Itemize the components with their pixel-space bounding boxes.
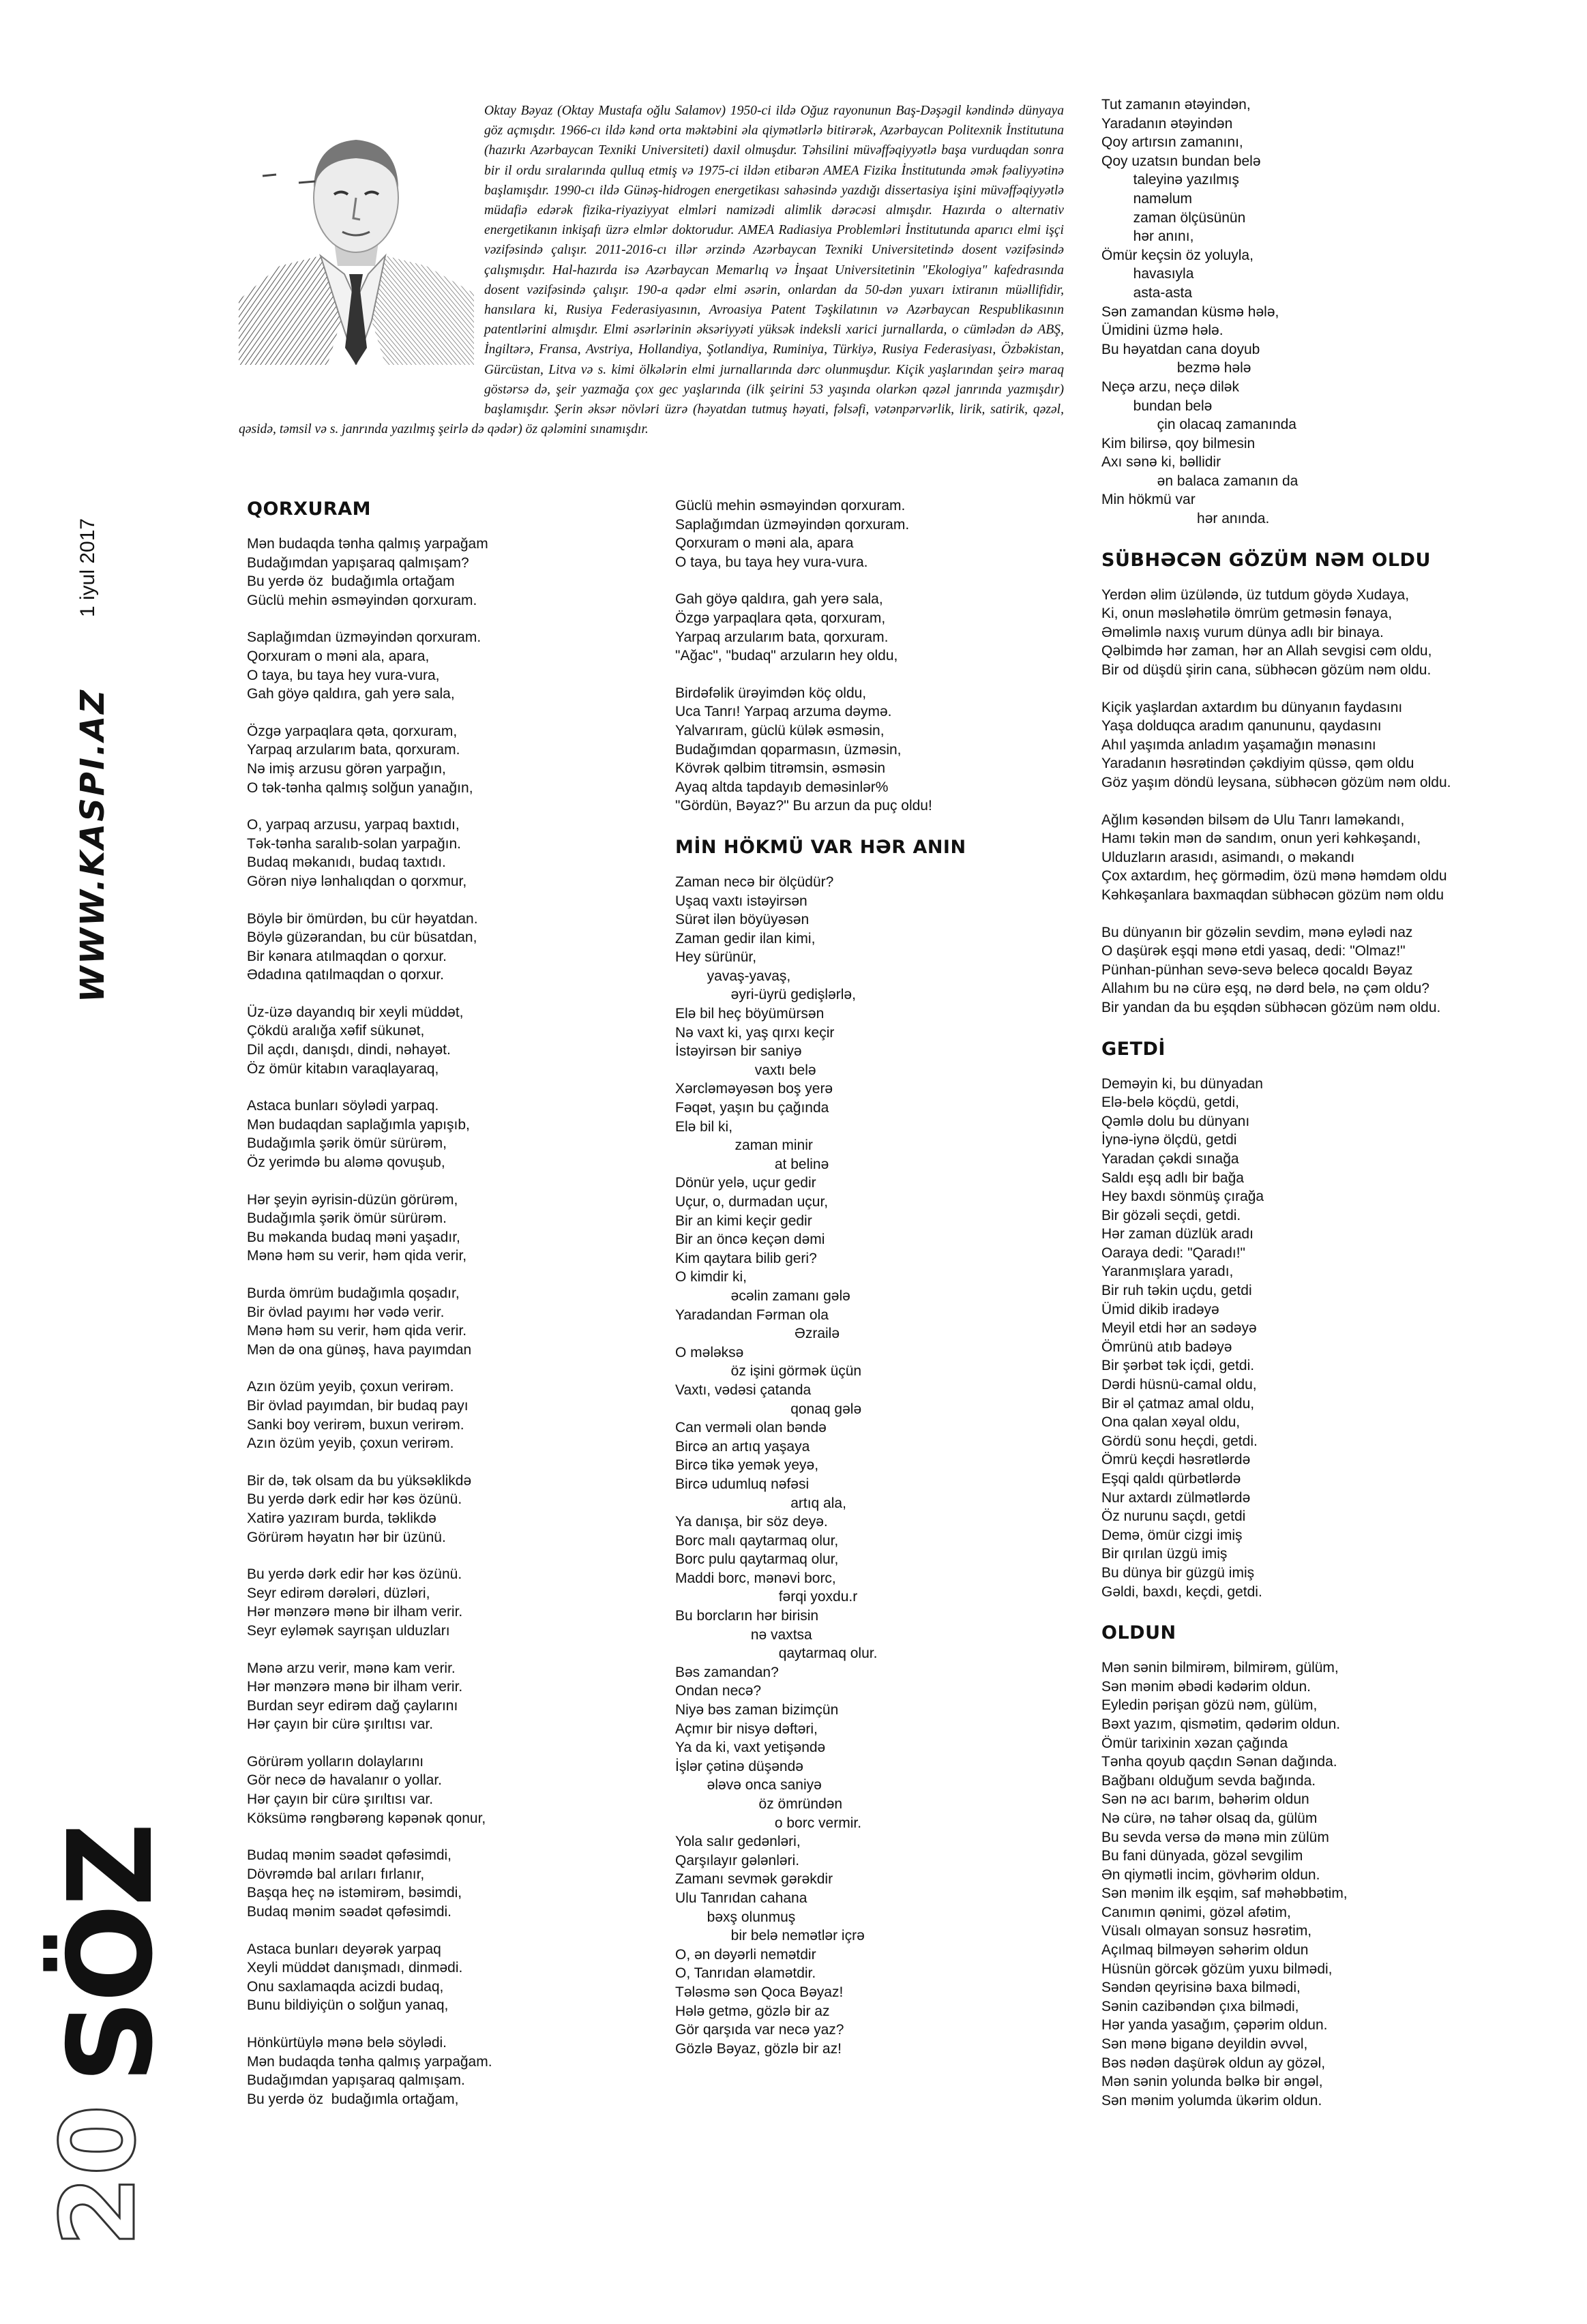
poem-stanza [247,2034,717,2109]
poem-line: bir belə nemətlər içrə [675,1928,865,1944]
poem-line: Gah göyə qaldıra, gah yerə sala, [675,591,883,608]
poem-line: Ayaq altda tapdayıb deməsinlər% [675,779,889,795]
poem-line: Sən nə acı barım, bəhərim oldun [1101,1791,1309,1808]
poem-stanza [247,1565,717,1640]
poem-line: İstəyirsən bir saniyə [675,1043,802,1060]
poem-stanza [247,535,717,610]
poem-line: Bəs nədən daşürək oldun ay gözəl, [1101,2055,1326,2071]
poem-line: Güclü mehin əsməyindən qorxuram. [247,592,477,608]
poem-line: Ədadına qatılmaqdan o qorxur. [247,967,444,983]
poem-line: Hər yanda yasağım, çəpərim oldun. [1101,2017,1328,2034]
poem-column-middle [675,496,1146,2076]
poem-line: Gör necə də havalanır o yollar. [247,1772,443,1789]
poem-line: Tənha qoyub qaçdın Sənan dağında. [1101,1754,1337,1770]
poem-line: Yalvarıram, güclü külək əsməsin, [675,722,885,739]
poem-line: Yaranmışlara yaradı, [1101,1264,1234,1280]
poem-line: Dil açdı, danışdı, dindi, nəhayət. [247,1042,451,1058]
poem-line: Çökdü aralığa xəfif sükunət, [247,1023,425,1039]
poem-line: Seyr edirəm dərələri, düzləri, [247,1585,430,1601]
poem-stanza [247,1846,717,1921]
poem-title: SÜBHƏCƏN GÖZÜM NƏM OLDU [1101,549,1431,571]
poem-line: Kövrək qəlbim titrəmsin, əsməsin [675,760,886,777]
poem-line: Mən budaqda tənha qalmış yarpağam [247,536,488,552]
poem-line: hər anında. [1101,511,1270,527]
poem-line: Görən niyə lənhalıqdan o qorxmur, [247,873,467,889]
poem-line: Oaraya dedi: "Qaradı!" [1101,1245,1246,1261]
poem-line: Hər çayın bir cürə şırıltısı var. [247,1791,434,1808]
poem-line: Mənə arzu verir, mənə kam verir. [247,1660,456,1676]
poem-stanza [247,1284,717,1359]
poem-line: Bircə an artıq yaşaya [675,1438,810,1455]
poem-line: Elə-belə köçdü, getdi, [1101,1094,1239,1111]
poem-line: Demə, ömür cizgi imiş [1101,1527,1243,1543]
poem-line: Sən mənim yolumda ükərim oldun. [1101,2092,1322,2109]
poem-line: Burda ömrüm budağımla qoşadır, [247,1285,460,1301]
poem-line: Axı sənə ki, bəllidir [1101,454,1221,471]
poem-line: Ona qalan xəyal oldu, [1101,1414,1241,1431]
poem-line: Gah göyə qaldıra, gah yerə sala, [247,686,455,702]
poem-line: Açmır bir nisyə dəftəri, [675,1720,818,1737]
poem-line: Gözlə Bəyaz, gözlə bir az! [675,2040,842,2057]
poem-line: Başqa heç nə istəmirəm, bəsimdi, [247,1885,462,1901]
poem-stanza [675,496,1146,571]
poem-line: O kimdir ki, [675,1269,747,1285]
poem-line: Azın özüm yeyib, çoxun verirəm. [247,1379,454,1395]
poem-line: artıq ala, [675,1495,846,1511]
poem-line: Gördü sonu heçdi, getdi. [1101,1433,1258,1449]
poem-line: Yarpaq arzularım bata, qorxuram. [675,629,889,645]
poem-line: Saplağımdan üzməyindən qorxuram. [675,516,910,533]
poem-line: Hər çayın bir cürə şırıltısı var. [247,1716,434,1733]
poem-stanza [1101,95,1572,528]
poem-line: naməlum [1101,190,1193,207]
poem-line: Saldı eşq adlı bir bağa [1101,1170,1244,1186]
poem-line: İynə-iynə ölçdü, getdi [1101,1132,1237,1148]
poem-line: Öz ömür kitabın varaqlayaraq, [247,1060,439,1077]
poem-line: Bu yerdə dərk edir hər kəs özünü. [247,1491,462,1508]
poem-line: Elə bil ki, [675,1118,733,1135]
poem-line: Ömrü keçdi həsrətlərdə [1101,1452,1251,1468]
poem-line: Xatirə yazıram burda, təklikdə [247,1510,436,1526]
poem-line: Nur axtardı zülmətlərdə [1101,1489,1251,1506]
poem-line: Seyr eyləmək sayrışan ulduzları [247,1622,450,1639]
poem-line: bezmə hələ [1101,360,1251,376]
poem-line: Qəlbimdə hər zaman, hər an Allah sevgisi cəm oldu, [1101,643,1432,659]
poem-line: Mənə həm su verir, həm qida verir. [247,1323,467,1339]
poem-line: Ümidini üzmə hələ. [1101,323,1223,339]
poem-line: O daşürək eşqi mənə etdi yasaq, dedi: "Olmaz!" [1101,943,1406,959]
poem-line: Budaq məkanıdı, budaq taxtıdı. [247,854,446,871]
poem-line: Gəldi, baxdı, keçdi, getdi. [1101,1583,1262,1600]
poem-line: Nə imiş arzusu görən yarpağın, [247,760,446,777]
poem-line: Pünhan-pünhan sevə-sevə belecə qocaldı Bəyaz [1101,962,1413,978]
poem-line: "Gördün, Bəyaz?" Bu arzun da puç oldu! [675,798,932,814]
poem-stanza [247,1659,717,1734]
poem-title: OLDUN [1101,1622,1176,1644]
poem-line: Bir od düşdü şirin cana, sübhəcən gözüm nəm oldu. [1101,662,1432,679]
poem-stanza [1101,1075,1572,1602]
poem-line: Sən mənə biganə deyildin əvvəl, [1101,2036,1308,2053]
poem-line: Bir də, tək olsam da bu yüksəklikdə [247,1472,472,1489]
poem-line: bəxş olunmuş [675,1909,796,1925]
poem-line: Böylə güzərandan, bu cür büsatdan, [247,929,477,946]
poem-line: Xərcləməyəsən boş yerə [675,1081,833,1097]
poem-line: Kəhkəşanlara baxmaqdan sübhəcən gözüm nəm oldu [1101,887,1444,903]
poem-line: Birdəfəlik ürəyimdən köç oldu, [675,685,867,701]
poem-line: O, yarpaq arzusu, yarpaq baxtıdı, [247,817,460,833]
poem-line: Kim bilirsə, qoy bilmesin [1101,435,1256,451]
poem-title: MİN HÖKMÜ VAR HƏR ANIN [675,836,966,858]
poem-line: Mən də ona günəş, hava payımdan [247,1341,472,1358]
poem-line: Ömür tarixinin xəzan çağında [1101,1735,1288,1751]
poem-line: Güclü mehin əsməyindən qorxuram. [675,498,906,513]
poem-line: Dövrəmdə bal arıları fırlanır, [247,1866,425,1882]
poem-line: Budaq mənim səadət qəfəsimdi. [247,1904,451,1920]
poem-line: Yaradanın ətəyindən [1101,115,1233,132]
poem-line: Özgə yarpaqlara qəta, qorxuram, [247,723,458,739]
poem-line: Onu saxlamaqda acizdi budaq, [247,1978,444,1995]
poem-stanza [1101,811,1572,905]
poem-line: Gör qarşıda var necə yaz? [675,2022,844,2038]
poem-line: Qorxuram o məni ala, apara [675,535,854,552]
poem-line: Uçur, o, durmadan uçur, [675,1194,829,1210]
poem-line: öz ömründən [675,1796,843,1812]
poem-line: Bu yerdə dərk edir hər kəs özünü. [247,1566,462,1583]
poem-line: Elə bil heç böyümürsən [675,1006,825,1022]
poem-line: Min hökmü var [1101,492,1196,508]
poem-line: Yola salır gedənləri, [675,1834,801,1850]
poem-line: Bu yerdə öz budağımla ortağam, [247,2091,459,2107]
poem-line: Hər zaman düzlük aradı [1101,1226,1254,1242]
poem-line: öz işini görmək üçün [675,1363,862,1380]
poem-line: Eyledin pərişan gözü nəm, gülüm, [1101,1697,1318,1714]
poem-line: Zamanı sevmək gərəkdir [675,1871,833,1888]
poem-line: Sürət ilən böyüyəsən [675,912,810,928]
poem-line: Bu dünya bir güzgü imiş [1101,1564,1255,1581]
poem-line: o borc vermir. [675,1815,862,1831]
poem-column-left [247,496,717,2127]
poem-line: zaman ölçüsünün [1101,209,1246,226]
poem-line: Fəqət, yaşın bu çağında [675,1100,829,1116]
biography-text: Oktay Bəyaz (Oktay Mustafa oğlu Salamov) 1950-ci ildə Oğuz rayonunun Baş-Dəşəgil kəndində dünyaya göz açmışdır. 1966-cı ildə kənd orta məktəbini əla qiymətlərlə bitirərək, Azərbaycan Politexnik İnstitutuna (hazırkı Azərbaycan Texniki Universiteti) daxil olmuşdur. Təhsilini müvəffəqiyyətlə başa vurduqdan sonra bir il ordu sıralarında qulluq etmiş və 1975-ci ildən etibarən AMEA Fizika İnstitutunda əmək fəaliyyətinə başlamışdır. 1990-cı ildə Günəş-hidrogen energetikası sahəsində yazdığı dissertasiya işini müvəffəqiyyətlə müdafiə edərək fizika-riyaziyyat elmləri namizədi alimlik dərəcəsi almışdır. Hazırda o alternativ energetikanın inkişafı üzrə elmlər doktorudur. AMEA Radiasiya Problemləri İnstitutunda aparıcı elmi işçi vəzifəsində çalışır. 2011-2016-cı illər ərzində Azərbaycan Texniki Universitetində dosent vəzifəsində çalışmışdır. Hal-hazırda isə Azərbaycan Memarlıq və İnşaat Universitetinin "Ekologiya" kafedrasında dosent vəzifəsində çalışır. 190-a qədər elmi əsərin, onlardan da 50-dən yuxarı ixtiranın müəllifidir, hansılara ki, Rusiya Federasiyasının, Avroasiya Patent Təşkilatının və Azərbaycan Respublikasının patentlərini almışdır. Elmi əsərlərinin əksəriyyəti yüksək indeksli xarici jurnallarda, o cümlədən də ABŞ, İngiltərə, Fransa, Avstriya, Hollandiya, Şotlandiya, Ruminiya, Türkiyə, Rusiya Federasiyası, Özbəkistan, Gürcüstan, Litva və s. kimi ölkələrin elmi jurnallarında dərc olunmuşdur. Kiçik yaşlarından şeirə maraq göstərsə də, şeir yazmağa çox gec yaşlarında (ilk şeirini 53 yaşında olarkən qəzəl janrında yazmışdır) başlamışdır. Şerin əksər növləri üzrə (həyatdan tutmuş həyati, fəlsəfi, vətənpərvərlik, lirik, satirik, qəzəl, qəsidə, təmsil və s. janrında yazılmış şeirlə də qədər) öz qələmini sınamışdır. [239,104,1064,437]
poem-line: Açılmaq bilməyən səhərim oldun [1101,1942,1309,1958]
poem-line: Meyil etdi hər an sədəyə [1101,1320,1257,1337]
poem-line: Ondan necə? [675,1683,762,1699]
poem-line: O, ən dəyərli nemətdir [675,1946,816,1963]
poem-stanza [247,628,717,703]
poem-line: Hey sürünür, [675,949,757,966]
poem-line: Bəs zamandan? [675,1664,779,1680]
poem-line: Əməlimlə naxış vurum dünya adlı bir binaya. [1101,624,1384,640]
photo-wrap-space [239,101,484,409]
poem-line: Qəmlə dolu bu dünyanı [1101,1113,1250,1129]
poem-stanza [247,1191,717,1266]
poem-line: Mən budaqdan saplağımla yapışıb, [247,1116,470,1133]
poem-line: Görürəm həyatın hər bir üzünü. [247,1529,446,1545]
poem-line: Sən mənim ilk eşqim, saf məhəbbətim, [1101,1886,1348,1902]
poem-line: Bunu bildiyiçün o solğun yanaq, [247,1997,449,2014]
poem-line: Ömür keçsin öz yoluyla, [1101,247,1254,263]
poem-line: Maddi borc, mənəvi borc, [675,1570,836,1586]
poem-line: Bir övlad payımı hər vədə verir. [247,1304,445,1320]
poem-line: Nə cürə, nə tahər olsaq da, gülüm [1101,1810,1318,1826]
poem-line: Azın özüm yeyib, çoxun verirəm. [247,1435,454,1452]
poem-line: taleyinə yazılmış [1101,172,1239,188]
poem-line: Yaradan çəkdi sınağa [1101,1150,1239,1167]
poem-line: Ümid dikib iradəyə [1101,1301,1219,1317]
poem-line: Yaşa dolduqca aradım qanununu, qaydasını [1101,718,1382,734]
poem-line: ələvə onca saniyə [675,1777,822,1793]
poem-line: Səndən qeyrisinə baxa bilmədi, [1101,1980,1301,1996]
poem-stanza [1101,1658,1572,2110]
poem-line: Sənin cazibəndən çıxa bilmədi, [1101,1998,1299,2014]
poem-line: Ömrünü atıb badəyə [1101,1339,1232,1355]
poem-stanza [247,1940,717,2015]
poem-line: Hüsnün görcək gözüm yuxu bilmədi, [1101,1961,1333,1977]
poem-line: Qorxuram o məni ala, apara, [247,648,430,664]
poem-line: yavaş-yavaş, [675,968,791,984]
poem-line: Hər mənzərə mənə bir ilham verir. [247,1604,463,1620]
poem-line: Xeyli müddət danışmadı, dinmədi. [247,1960,463,1976]
poem-line: "Ağac", "budaq" arzuların hey oldu, [675,648,898,664]
poem-line: Uşaq vaxtı istəyirsən [675,893,807,909]
poem-line: Görürəm yolların dolaylarını [247,1753,424,1770]
poem-line: Mən sənin bilmirəm, bilmirəm, gülüm, [1101,1660,1339,1676]
poem-line: Hər şeyin əyrisin-düzün görürəm, [247,1191,458,1208]
poem-line: Ən qiymətli incim, gövhərim oldun. [1101,1866,1320,1883]
poem-line: Bir gözəli seçdi, getdi. [1101,1207,1241,1223]
poem-line: Hönkürtüylə mənə belə söylədi. [247,2035,447,2051]
poem-line: Öz nurunu saçdı, getdi [1101,1508,1246,1525]
poem-line: Bu həyatdan cana doyub [1101,341,1260,357]
poem-line: Özgə yarpaqlara qəta, qorxuram, [675,610,886,626]
poem-line: Saplağımdan üzməyindən qorxuram. [247,629,481,646]
poem-line: Budaq mənim səadət qəfəsimdi, [247,1847,451,1864]
poem-line: Hər mənzərə mənə bir ilham verir. [247,1679,463,1695]
poem-line: Yerdən əlim üzüləndə, üz tutdum göydə Xudaya, [1101,586,1410,603]
poem-line: Göz yaşım döndü leysana, sübhəcən gözüm nəm oldu. [1101,775,1451,790]
poem-line: Ulduzların arasıdı, asimandı, o məkandı [1101,849,1355,865]
poem-line: O tək-tənha qalmış solğun yanağın, [247,779,473,796]
poem-line: havasıyla [1101,266,1194,282]
poem-stanza [247,1377,717,1452]
poem-line: Dərdi hüsnü-camal oldu, [1101,1377,1257,1393]
poem-line: Yaradandan Fərman ola [675,1307,829,1323]
poem-line: vaxtı belə [675,1062,816,1078]
poem-line: Hamı təkin mən də sandım, onun yeri kəhkəşandı, [1101,831,1421,847]
poem-column-right [1101,95,1572,2128]
poem-line: Can verməli olan bəndə [675,1420,827,1436]
poem-title: GETDİ [1101,1038,1166,1060]
poem-line: Üz-üzə dayandıq bir xeyli müddət, [247,1004,464,1020]
poem-line: Budağımdan yapışaraq qalmışam? [247,554,469,571]
poem-stanza [1101,923,1572,1017]
poem-stanza [675,684,1146,816]
section-title: SÖZ [44,1825,179,2083]
poem-line: Bir əl çatmaz amal oldu, [1101,1395,1255,1412]
poem-stanza [1101,586,1572,680]
poem-line: Qoy uzatsın bundan belə [1101,153,1261,169]
poem-line: Eşqi qaldı qürbətlərdə [1101,1471,1241,1487]
poem-line: Bu borcların hər birisin [675,1608,819,1624]
poem-stanza [247,816,717,891]
poem-line: Budağımdan qoparmasın, üzməsin, [675,741,902,758]
poem-line: Bir kənara atılmaqdan o qorxur. [247,948,447,964]
poem-line: qonaq gələ [675,1401,862,1417]
poem-line: çin olacaq zamanında [1101,417,1296,433]
poem-line: Ki, onun məsləhətilə ömrüm getməsin fənaya, [1101,606,1393,622]
issue-date: 1 iyul 2017 [76,518,99,617]
poem-stanza [675,590,1146,665]
poem-line: Budağımla şərik ömür sürürəm, [247,1135,447,1152]
poem-line: Bu məkanda budaq məni yaşadır, [247,1229,460,1245]
poem-line: Köksümə rəngbərəng kəpənək qonur, [247,1810,486,1826]
poem-line: Canımın qənimi, gözəl afətim, [1101,1904,1291,1920]
poem-line: Əzrailə [675,1326,840,1342]
poem-stanza [247,1003,717,1078]
poem-stanza [247,722,717,797]
poem-line: Öz yerimdə bu aləmə qovuşub, [247,1154,445,1171]
poem-line: Tələsmə sən Qoca Bəyaz! [675,1984,844,2000]
poem-line: Deməyin ki, bu dünyadan [1101,1075,1263,1092]
poem-line: Dönür yelə, uçur gedir [675,1175,816,1191]
poem-line: O, Tanrıdan əlamətdir. [675,1965,816,1982]
poem-line: Allahım bu nə cürə eşq, nə dərd belə, nə çəm oldu? [1101,981,1429,997]
poem-line: Ya da ki, vaxt yetişəndə [675,1740,826,1756]
poem-line: Sanki boy verirəm, buxun verirəm. [247,1416,464,1433]
poem-line: Borc malı qaytarmaq olur, [675,1532,839,1549]
poem-line: ən balaca zamanın da [1101,473,1299,489]
poem-stanza [675,873,1146,2058]
poem-stanza [247,1472,717,1547]
poem-line: nə vaxtsa [675,1626,812,1643]
poem-line: Bir qırılan üzgü imiş [1101,1546,1228,1562]
poem-line: Qarşılayır gələnləri. [675,1852,800,1868]
poem-line: Niyə bəs zaman bizimçün [675,1702,839,1718]
poem-line: Bu yerdə öz budağımla ortağam [247,573,455,590]
website-label: WWW.KASPI.AZ [74,687,112,1002]
poem-line: zaman minir [675,1137,813,1154]
poem-line: Astaca bunları söylədi yarpaq. [247,1098,439,1114]
poem-line: Bağbanı olduğum sevda bağında. [1101,1772,1316,1789]
poem-line: Bir yandan da bu eşqdən sübhəcən gözüm nəm oldu. [1101,999,1441,1015]
poem-line: Bu fani dünyada, gözəl sevgilim [1101,1848,1303,1864]
poem-line: Bircə udumluq nəfəsi [675,1476,810,1492]
poem-line: Çox axtardım, heç görmədim, özü mənə həmdəm oldu [1101,868,1447,884]
poem-line: Bu dünyanın bir gözəlin sevdim, mənə eylədi naz [1101,924,1413,940]
poem-line: Budağımdan yapışaraq qalmışam. [247,2072,465,2089]
poem-line: Mən budaqda tənha qalmış yarpağam. [247,2053,492,2070]
poem-line: Uca Tanrı! Yarpaq arzuma dəymə. [675,704,892,720]
poem-line: Yaradanın həsrətindən çəkdiyim qüssə, qəm oldu [1101,756,1414,772]
poem-line: O mələksə [675,1344,744,1360]
poem-stanza [247,910,717,985]
poem-line: bundan belə [1101,398,1213,414]
poem-line: əyri-üyrü gedişlərlə, [675,987,856,1003]
poem-line: Tut zamanın ətəyindən, [1101,97,1251,113]
poem-title: QORXURAM [247,498,371,520]
poem-line: Vüsalı olmayan sonsuz həsrətim, [1101,1923,1312,1939]
poem-line: İşlər çətinə düşəndə [675,1758,803,1774]
poem-stanza [247,1753,717,1828]
author-biography [239,101,1064,503]
poem-line: Bir övlad payımdan, bir budaq payı [247,1397,469,1414]
poem-line: Zaman gedir ilan kimi, [675,930,816,947]
poem-line: Sən mənim əbədi kədərim oldun. [1101,1678,1311,1695]
poem-line: Tək-tənha saralıb-solan yarpağın. [247,835,462,852]
poem-line: Mənə həm su verir, həm qida verir, [247,1248,467,1264]
poem-stanza [1101,698,1572,792]
poem-stanza [247,1097,717,1172]
poem-line: at belinə [675,1156,829,1172]
poem-line: Kim qaytara bilib geri? [675,1250,817,1266]
poem-line: Ağlım kəsəndən bilsəm də Ulu Tanrı laməkandı, [1101,811,1405,828]
poem-line: Bir an kimi keçir gedir [675,1212,812,1229]
poem-line: Bu sevda versə də mənə min zülüm [1101,1829,1329,1845]
poem-line: Böylə bir ömürdən, bu cür həyatdan. [247,910,478,927]
poem-line: Ahıl yaşımda anladım yaşamağın mənasını [1101,736,1376,753]
poem-line: Astaca bunları deyərək yarpaq [247,1941,441,1957]
poem-line: Neçə arzu, neçə dilək [1101,378,1239,395]
poem-line: O taya, bu taya hey vura-vura. [675,554,868,570]
poem-line: hər anını, [1101,228,1194,245]
poem-line: Mən sənin yolunda bəlkə bir əngəl, [1101,2074,1323,2090]
poem-line: Bir şərbət tək içdi, getdi. [1101,1358,1255,1374]
poem-line: Kiçik yaşlardan axtardım bu dünyanın faydasını [1101,699,1403,715]
poem-line: Bir ruh təkin uçdu, getdi [1101,1283,1252,1299]
poem-line: qaytarmaq olur. [675,1645,878,1662]
poem-line: Bir an öncə keçən dəmi [675,1232,825,1248]
poem-line: Vaxtı, vədəsi çatanda [675,1382,812,1398]
poem-line: Borc pulu qaytarmaq olur, [675,1551,839,1568]
poem-line: əcəlin zamanı gələ [675,1287,850,1304]
poem-line: Zaman necə bir ölçüdür? [675,874,834,890]
poem-line: fərqi yoxdu.r [675,1589,858,1605]
poem-line: Yarpaq arzularım bata, qorxuram. [247,742,460,758]
poem-line: Qoy artırsın zamanını, [1101,134,1243,151]
poem-line: Burdan seyr edirəm dağ çaylarını [247,1697,458,1714]
poem-line: Hey baxdı sönmüş çırağa [1101,1189,1264,1205]
poem-line: Ya danışa, bir söz deyə. [675,1514,828,1530]
poem-line: Nə vaxt ki, yaş qırxı keçir [675,1024,835,1041]
poem-line: Hələ getmə, gözlə bir az [675,2003,830,2019]
poem-line: Sən zamandan küsmə hələ, [1101,303,1279,320]
poem-line: asta-asta [1101,284,1193,301]
poem-line: Bəxt yazım, qismətim, qədərim oldun. [1101,1716,1341,1732]
poem-line: Ulu Tanrıdan cahana [675,1890,807,1906]
page-number: 20 [40,2104,158,2247]
poem-line: Bircə tikə yemək yeyə, [675,1457,819,1474]
poem-line: O taya, bu taya hey vura-vura, [247,667,440,683]
poem-line: Budağımla şərik ömür sürürəm. [247,1210,447,1227]
